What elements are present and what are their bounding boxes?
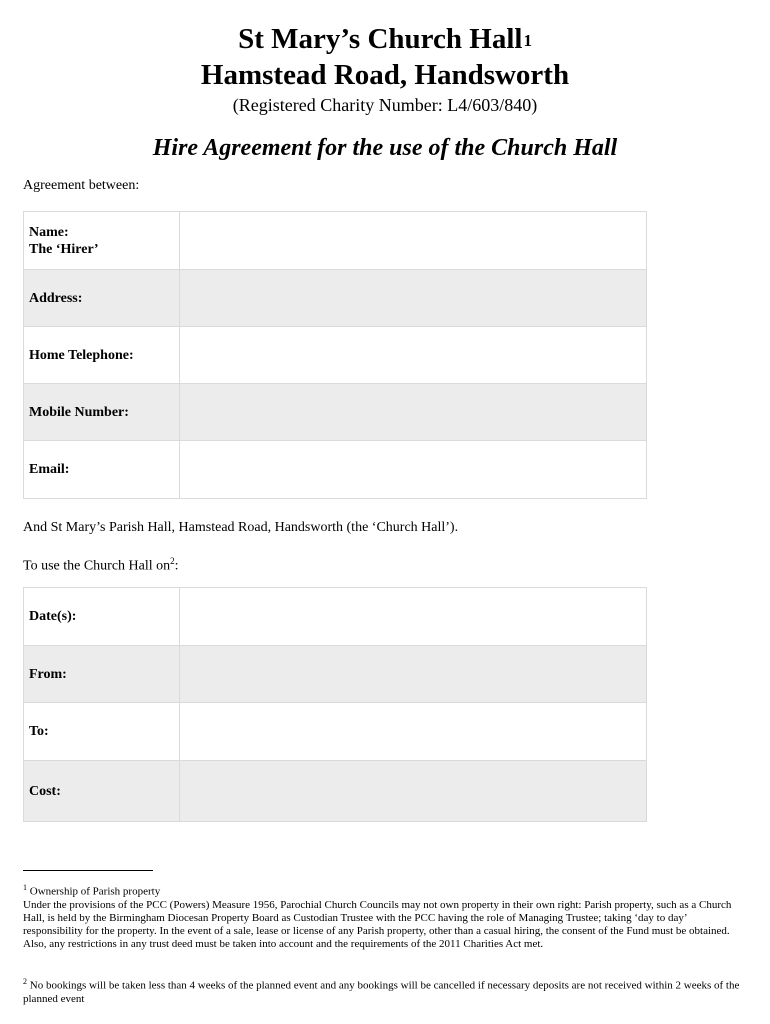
- table-row-name: [24, 212, 647, 270]
- email-label: Email:: [24, 441, 180, 499]
- table-row-cost: [24, 761, 647, 822]
- home-telephone-label: Home Telephone:: [24, 327, 180, 384]
- from-field[interactable]: [180, 646, 647, 703]
- agreement-subtitle: Hire Agreement for the use of the Church Hall: [152, 135, 618, 161]
- table-row-from: [24, 646, 647, 703]
- use-church-hall-text: To use the Church Hall $on^2$:: [23, 556, 179, 574]
- table-row-email: [24, 441, 647, 499]
- hirer-details-table: [23, 211, 647, 499]
- footnote-divider: [23, 870, 153, 871]
- name-field[interactable]: [180, 212, 647, 270]
- footnote-1: [23, 881, 749, 951]
- footnote-2: $^2$ No bookings will be taken less than 4 weeks of the planned event and any bookings will be cancelled if necessary deposits are not received within 2 weeks of the planned event: [23, 977, 740, 1005]
- cost-label: Cost:: [24, 761, 180, 822]
- from-label: From:: [24, 646, 180, 703]
- address-field[interactable]: [180, 270, 647, 327]
- agreement-between-label: Agreement between:: [23, 178, 140, 193]
- footnote-1-body: Under the provisions of the PCC (Powers) Measure 1956, Parochial Church Councils may not own property in their own right: Parish property, such as a Church Hall, is held by the Birmingham Diocesan Property Board as Custodian Trustee with the PCC having the role of Managing Trustee; taking ‘day to day’ responsibility for the property. In the event of a sale, lease or license of any Parish property, other than a casual hiring, the consent of the Fund must be obtained. Also, any restrictions in any trust deed must be taken into account and the requirements of the 2011 Charities Act met.: [23, 898, 732, 950]
- address-label: Address:: [24, 270, 180, 327]
- table-row-home-telephone: [24, 327, 647, 384]
- name-label: Name: The ‘Hirer’: [24, 212, 180, 270]
- table-row-to: [24, 703, 647, 761]
- table-row-dates: [24, 588, 647, 646]
- and-church-hall-text: And St Mary’s Parish Hall, Hamstead Road, Handsworth (the ‘Church Hall’).: [23, 520, 459, 535]
- mobile-number-label: Mobile Number:: [24, 384, 180, 441]
- page-title: [0, 22, 770, 56]
- cost-field[interactable]: [180, 761, 647, 822]
- booking-details-table: [23, 587, 647, 822]
- table-row-mobile-number: [24, 384, 647, 441]
- dates-label: Date(s):: [24, 588, 180, 646]
- page-title-address: Hamstead Road, Handsworth: [200, 59, 570, 91]
- footnote-ref-2: 2: [170, 556, 175, 566]
- to-field[interactable]: [180, 703, 647, 761]
- title-line1: St Mary’s Church Hall: [238, 23, 523, 55]
- home-telephone-field[interactable]: [180, 327, 647, 384]
- footnote-ref-1: 1: [523, 31, 532, 50]
- email-field[interactable]: [180, 441, 647, 499]
- mobile-number-field[interactable]: [180, 384, 647, 441]
- dates-field[interactable]: [180, 588, 647, 646]
- footnote-1-title: $^1$ Ownership of Parish property: [23, 883, 161, 898]
- footnote-2-body: No bookings will be taken less than 4 weeks of the planned event and any bookings will be cancelled if necessary deposits are not received within 2 weeks of the planned event: [23, 979, 740, 1005]
- to-label: To:: [24, 703, 180, 761]
- table-row-address: [24, 270, 647, 327]
- charity-number: (Registered Charity Number: L4/603/840): [232, 95, 538, 115]
